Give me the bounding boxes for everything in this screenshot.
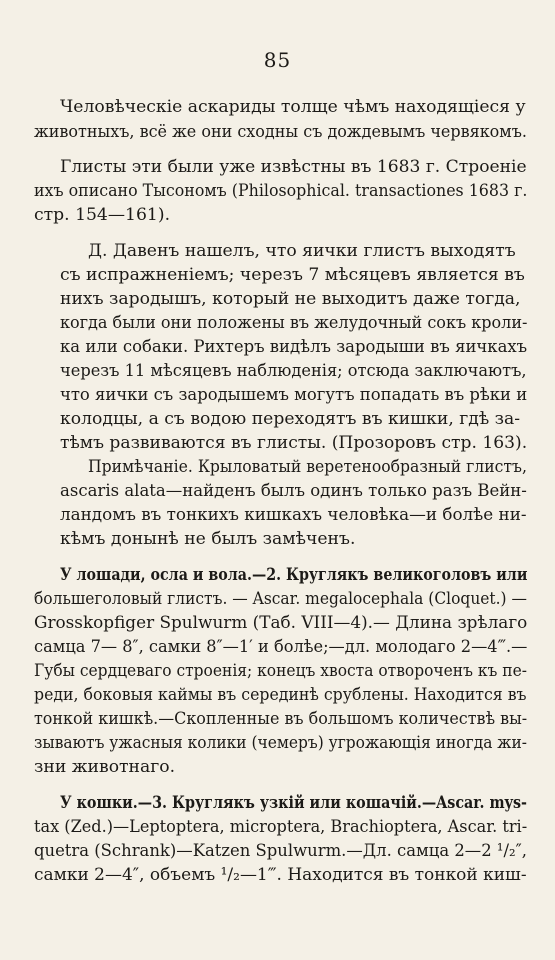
text-line: колодцы, а съ водою переходятъ въ кишки, гдѣ за- [60,409,521,429]
text-line: Grosskopfiger Spulwurm (Таб. VIII—4).— Длина зрѣлаго [34,613,528,633]
text-line: большеголовый глистъ. — Ascar. megalocephala (Cloquet.) — [34,589,527,609]
text-line: стр. 154—161). [34,205,171,225]
text-line: ландомъ въ тонкихъ кишкахъ человѣка—и болѣе ни- [60,505,527,525]
text-line: нихъ зародышъ, который не выходитъ даже тогда, [60,289,521,309]
text-line: quetra (Schrank)—Katzen Spulwurm.—Дл. самца 2—2 ¹/₂″, [34,841,527,861]
text-line: Человѣческіе аскариды толще чѣмъ находящіеся у [60,97,526,117]
text-line: ascaris alata—найденъ былъ одинъ только разъ Вейн- [60,481,527,501]
section-heading-line: У кошки.—3. Круглякъ узкій или кошачій.—Ascar. mys- [60,793,527,813]
text-line: тѣмъ развиваются въ глисты. (Прозоровъ стр. 163). [60,433,528,453]
text-line: зни животнаго. [34,757,176,777]
text-line: ихъ описано Тысономъ (Philosophical. transactiones 1683 г. [34,181,528,201]
text-line: Д. Давенъ нашелъ, что яички глистъ выходятъ [88,241,516,261]
page-number: 85 [263,48,292,72]
text-line: Примѣчаніе. Крыловатый веретенообразный глистъ, [88,457,527,477]
text-line: кѣмъ донынѣ не былъ замѣченъ. [60,529,356,549]
text-line: когда были они положены въ желудочный сокъ кроли- [60,313,528,333]
text-line: ка или собаки. Рихтеръ видѣлъ зародыши въ яичкахъ [60,337,528,357]
text-line: тонкой кишкѣ.—Скопленные въ большомъ количествѣ вы- [34,709,528,729]
text-line: черезъ 11 мѣсяцевъ наблюденія; отсюда заключаютъ, [60,361,527,381]
text-line: зываютъ ужасныя колики (чемеръ) угрожающія иногда жи- [34,733,528,753]
text-line: что яички съ зародышемъ могутъ попадать въ рѣки и [60,385,528,405]
section-heading-line: У лошади, осла и вола.—2. Круглякъ великоголовъ или [60,565,528,585]
text-line: самки 2—4″, объемъ ¹/₂—1‴. Находится въ тонкой киш- [34,865,527,885]
text-line: tax (Zed.)—Leptoptera, microptera, Brachioptera, Ascar. tri- [34,817,528,837]
text-line: Глисты эти были уже извѣстны въ 1683 г. Строеніе [60,157,527,177]
text-line: съ испражненіемъ; черезъ 7 мѣсяцевъ является въ [60,265,525,285]
text-line: Губы сердцеваго строенія; конецъ хвоста отвороченъ къ пе- [34,661,527,681]
text-line: самца 7— 8″, самки 8″—1′ и болѣе;—дл. молодаго 2—4‴.— [34,637,528,657]
text-line: животныхъ, всё же они сходны съ дождевымъ червякомъ. [34,122,528,142]
text-line: реди, боковыя каймы въ серединѣ срублены. Находится въ [34,685,527,705]
